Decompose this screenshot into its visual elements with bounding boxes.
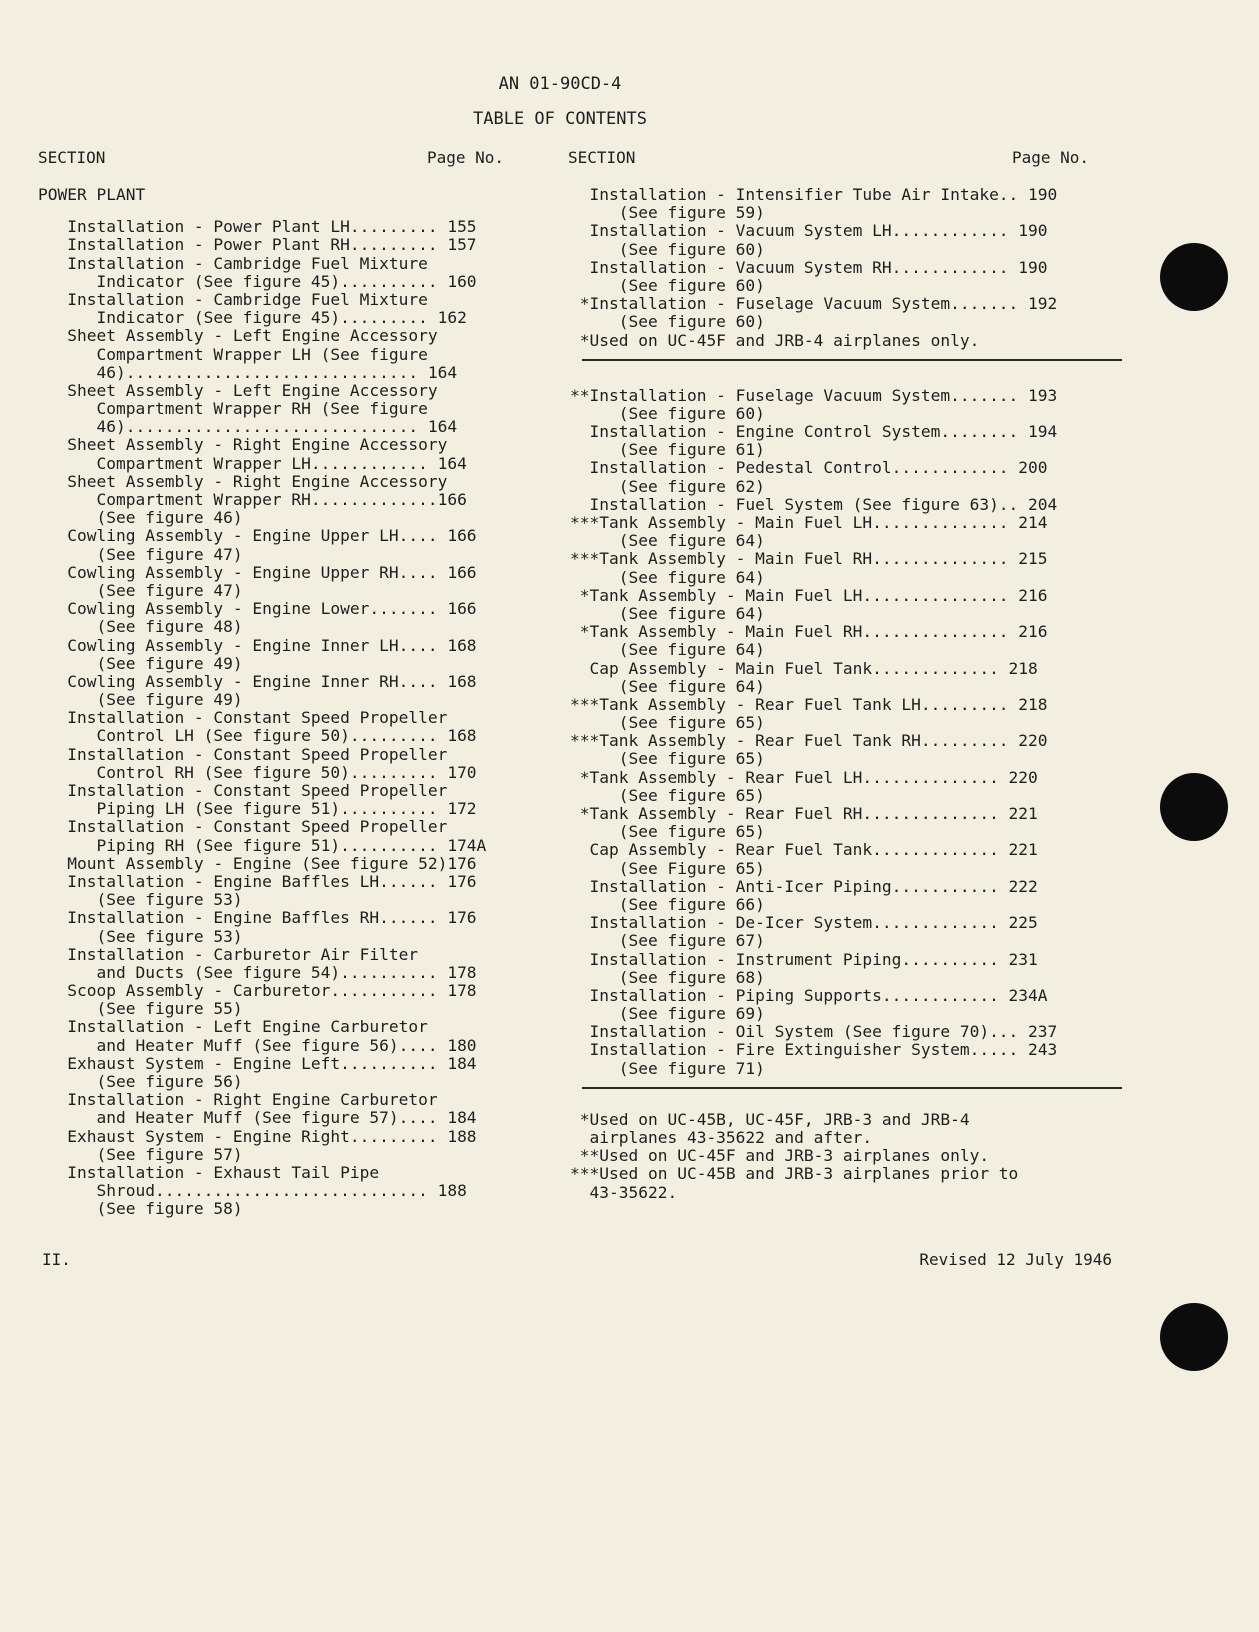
toc-entry-line: Piping LH (See figure 51).......... 172 xyxy=(38,799,477,819)
toc-entry-line: Installation - Vacuum System RH............ 190 xyxy=(570,257,1048,277)
toc-entry-line: (See figure 47) xyxy=(38,580,243,600)
toc-entry-line: Installation - Instrument Piping.......... 231 xyxy=(570,949,1038,969)
toc-entry-line: Compartment Wrapper LH (See figure xyxy=(38,344,428,364)
toc-entry-line: Cap Assembly - Rear Fuel Tank............. 221 xyxy=(570,840,1038,860)
page-title: TABLE OF CONTENTS xyxy=(473,109,647,129)
toc-entry-line: and Ducts (See figure 54).......... 178 xyxy=(38,962,477,982)
toc-entry-line: Installation - Exhaust Tail Pipe xyxy=(38,1162,380,1182)
toc-entry-line: (See figure 65) xyxy=(570,822,765,842)
toc-entry-line: Cowling Assembly - Engine Upper LH.... 166 xyxy=(38,526,477,546)
toc-entry-line: (See figure 60) xyxy=(570,275,765,295)
toc-entry-line: (See figure 59) xyxy=(570,203,765,223)
toc-entry-line: Installation - Right Engine Carburetor xyxy=(38,1090,438,1110)
toc-entry-line: Indicator (See figure 45)......... 162 xyxy=(38,308,467,328)
toc-entry-line: (See figure 60) xyxy=(570,239,765,259)
toc-entry-line: Cowling Assembly - Engine Inner RH.... 168 xyxy=(38,671,477,691)
left-section-label: SECTION xyxy=(38,148,106,167)
toc-entry-line: Piping RH (See figure 51).......... 174A xyxy=(38,835,487,855)
toc-entry-line: (See figure 69) xyxy=(570,1004,765,1024)
toc-entry-line: Sheet Assembly - Right Engine Accessory xyxy=(38,471,448,491)
document-number: AN 01-90CD-4 xyxy=(498,74,622,94)
toc-entry-line: *Tank Assembly - Main Fuel RH............... 216 xyxy=(570,622,1048,642)
toc-entry-line: Compartment Wrapper RH.............166 xyxy=(38,490,467,509)
toc-entry-line: **Installation - Fuselage Vacuum System....... 193 xyxy=(570,385,1058,405)
right-toc-entries-top xyxy=(570,186,1130,350)
toc-entry-line: Installation - Left Engine Carburetor xyxy=(38,1017,428,1037)
toc-entry-line: 46).............................. 164 xyxy=(38,362,458,382)
toc-entry-line: (See figure 49) xyxy=(38,653,243,673)
toc-entry-line: (See figure 67) xyxy=(570,931,765,951)
toc-entry-line: Cap Assembly - Main Fuel Tank............. 218 xyxy=(570,658,1038,678)
toc-entry-line: Cowling Assembly - Engine Lower....... 166 xyxy=(38,599,477,619)
toc-entry-line: Installation - Piping Supports............ 234A xyxy=(570,985,1048,1005)
toc-entry-line: Installation - Constant Speed Propeller xyxy=(38,708,448,728)
toc-entry-line: Installation - Cambridge Fuel Mixture xyxy=(38,289,428,309)
right-page-label: Page No. xyxy=(1012,148,1090,167)
toc-entry-line: (See figure 46) xyxy=(38,508,243,528)
toc-entry-line: (See figure 48) xyxy=(38,617,243,637)
toc-entry-line: Installation - Constant Speed Propeller xyxy=(38,744,448,764)
toc-entry-line: Installation - Oil System (See figure 70)... 237 xyxy=(570,1022,1058,1042)
toc-entry-line: ***Tank Assembly - Rear Fuel Tank RH......... 220 xyxy=(570,731,1048,751)
toc-entry-line: (See figure 64) xyxy=(570,567,765,587)
footnotes xyxy=(570,1111,1130,1202)
toc-entry-line: Installation - Pedestal Control............ 200 xyxy=(570,458,1048,478)
right-toc-entries-bottom xyxy=(570,387,1130,1078)
toc-entry-line: Installation - Constant Speed Propeller xyxy=(38,817,448,837)
toc-entry-line: (See figure 71) xyxy=(570,1058,765,1078)
toc-entry-line: (See figure 53) xyxy=(38,926,243,946)
toc-entry-line: (See figure 64) xyxy=(570,531,765,551)
toc-entry-line: ***Tank Assembly - Main Fuel LH.............. 214 xyxy=(570,513,1048,532)
toc-entry-line: Scoop Assembly - Carburetor........... 178 xyxy=(38,981,477,1001)
toc-entry-line: (See figure 58) xyxy=(38,1199,243,1219)
toc-entry-line: Compartment Wrapper RH (See figure xyxy=(38,399,428,419)
toc-entry-line: (See figure 65) xyxy=(570,749,765,769)
toc-entry-line: (See figure 65) xyxy=(570,713,765,733)
toc-entry-line: (See figure 61) xyxy=(570,440,765,460)
left-toc-entries xyxy=(38,218,538,1218)
toc-entry-line: (See figure 65) xyxy=(570,785,765,805)
toc-entry-line: and Heater Muff (See figure 56).... 180 xyxy=(38,1035,477,1055)
footnote-line: **Used on UC-45F and JRB-3 airplanes only. xyxy=(570,1146,990,1166)
toc-entry-line: (See figure 64) xyxy=(570,640,765,660)
toc-entry-line: Control RH (See figure 50)......... 170 xyxy=(38,762,477,782)
toc-entry-line: (See Figure 65) xyxy=(570,858,765,878)
section-heading: POWER PLANT xyxy=(38,185,146,204)
toc-entry-line: Installation - Carburetor Air Filter xyxy=(38,944,419,964)
footnote-line: airplanes 43-35622 and after. xyxy=(570,1128,873,1147)
toc-entry-line: and Heater Muff (See figure 57).... 184 xyxy=(38,1108,477,1128)
binder-hole-top xyxy=(1160,243,1228,311)
toc-entry-line: Mount Assembly - Engine (See figure 52)176 xyxy=(38,853,477,873)
toc-entry-line: Installation - Vacuum System LH............ 190 xyxy=(570,221,1048,241)
left-page-label: Page No. xyxy=(427,148,505,167)
toc-entry-line: Installation - Power Plant RH......... 157 xyxy=(38,235,477,255)
toc-entry-line: Sheet Assembly - Left Engine Accessory xyxy=(38,380,438,400)
toc-entry-line: Installation - Engine Baffles RH...... 176 xyxy=(38,908,477,928)
toc-entry-line: (See figure 62) xyxy=(570,476,765,496)
toc-entry-line: (See figure 56) xyxy=(38,1072,243,1091)
binder-hole-bottom xyxy=(1160,1303,1228,1371)
toc-entry-line: (See figure 68) xyxy=(570,967,765,987)
toc-entry-line: (See figure 64) xyxy=(570,603,765,623)
toc-entry-line: (See figure 55) xyxy=(38,999,243,1019)
toc-entry-line: Installation - Engine Control System........ 194 xyxy=(570,422,1058,442)
toc-entry-line: Control LH (See figure 50)......... 168 xyxy=(38,726,477,746)
toc-entry-line: Installation - Engine Baffles LH...... 176 xyxy=(38,871,477,891)
left-column xyxy=(38,186,538,1219)
toc-entry-line: Installation - Fuel System (See figure 63).. 204 xyxy=(570,494,1058,514)
footnote-line: ***Used on UC-45B and JRB-3 airplanes prior to xyxy=(570,1164,1019,1184)
toc-entry-line: ***Tank Assembly - Main Fuel RH.............. 215 xyxy=(570,549,1048,569)
toc-entry-line: ***Tank Assembly - Rear Fuel Tank LH......... 218 xyxy=(570,694,1048,714)
toc-entry-line: Installation - De-Icer System............. 225 xyxy=(570,913,1038,933)
right-section-label: SECTION xyxy=(568,148,636,167)
toc-entry-line: Installation - Anti-Icer Piping........... 222 xyxy=(570,876,1038,896)
toc-entry-line: Exhaust System - Engine Right......... 188 xyxy=(38,1126,477,1146)
toc-entry-line: Exhaust System - Engine Left.......... 184 xyxy=(38,1053,477,1073)
toc-entry-line: 46).............................. 164 xyxy=(38,417,458,437)
toc-entry-line: Sheet Assembly - Right Engine Accessory xyxy=(38,435,448,455)
right-column xyxy=(570,186,1130,1202)
toc-entry-line: Sheet Assembly - Left Engine Accessory xyxy=(38,326,438,346)
page-number: II. xyxy=(42,1250,71,1269)
toc-entry-line: Cowling Assembly - Engine Upper RH.... 166 xyxy=(38,562,477,582)
toc-entry-line: Installation - Constant Speed Propeller xyxy=(38,781,448,800)
toc-entry-line: Installation - Power Plant LH......... 155 xyxy=(38,217,477,237)
toc-entry-line: (See figure 60) xyxy=(570,403,765,423)
toc-entry-line: *Installation - Fuselage Vacuum System....... 192 xyxy=(570,294,1058,314)
toc-entry-line: (See figure 60) xyxy=(570,312,765,332)
toc-entry-line: Indicator (See figure 45).......... 160 xyxy=(38,271,477,291)
toc-entry-line: Cowling Assembly - Engine Inner LH.... 168 xyxy=(38,635,477,655)
toc-entry-line: *Tank Assembly - Rear Fuel RH.............. 221 xyxy=(570,804,1038,823)
toc-entry-line: *Tank Assembly - Main Fuel LH............... 216 xyxy=(570,585,1048,605)
toc-entry-line: Installation - Fire Extinguisher System..... 243 xyxy=(570,1040,1058,1060)
revision-date: Revised 12 July 1946 xyxy=(919,1250,1112,1269)
toc-entry-line: Installation - Cambridge Fuel Mixture xyxy=(38,253,428,273)
toc-entry-line: (See figure 49) xyxy=(38,690,243,710)
toc-entry-line: (See figure 53) xyxy=(38,890,243,910)
toc-entry-line: *Used on UC-45F and JRB-4 airplanes only. xyxy=(570,330,980,350)
toc-entry-line: Compartment Wrapper LH............ 164 xyxy=(38,453,467,473)
toc-entry-line: Shroud............................ 188 xyxy=(38,1181,467,1201)
toc-entry-line: (See figure 64) xyxy=(570,676,765,696)
toc-entry-line: Installation - Intensifier Tube Air Intake.. 190 xyxy=(570,185,1058,204)
binder-hole-middle xyxy=(1160,773,1228,841)
toc-entry-line: *Tank Assembly - Rear Fuel LH.............. 220 xyxy=(570,767,1038,787)
toc-entry-line: (See figure 47) xyxy=(38,544,243,564)
toc-entry-line: (See figure 66) xyxy=(570,894,765,914)
toc-entry-line: (See figure 57) xyxy=(38,1144,243,1164)
footnote-line: *Used on UC-45B, UC-45F, JRB-3 and JRB-4 xyxy=(570,1109,970,1129)
footnote-line: 43-35622. xyxy=(570,1182,678,1202)
